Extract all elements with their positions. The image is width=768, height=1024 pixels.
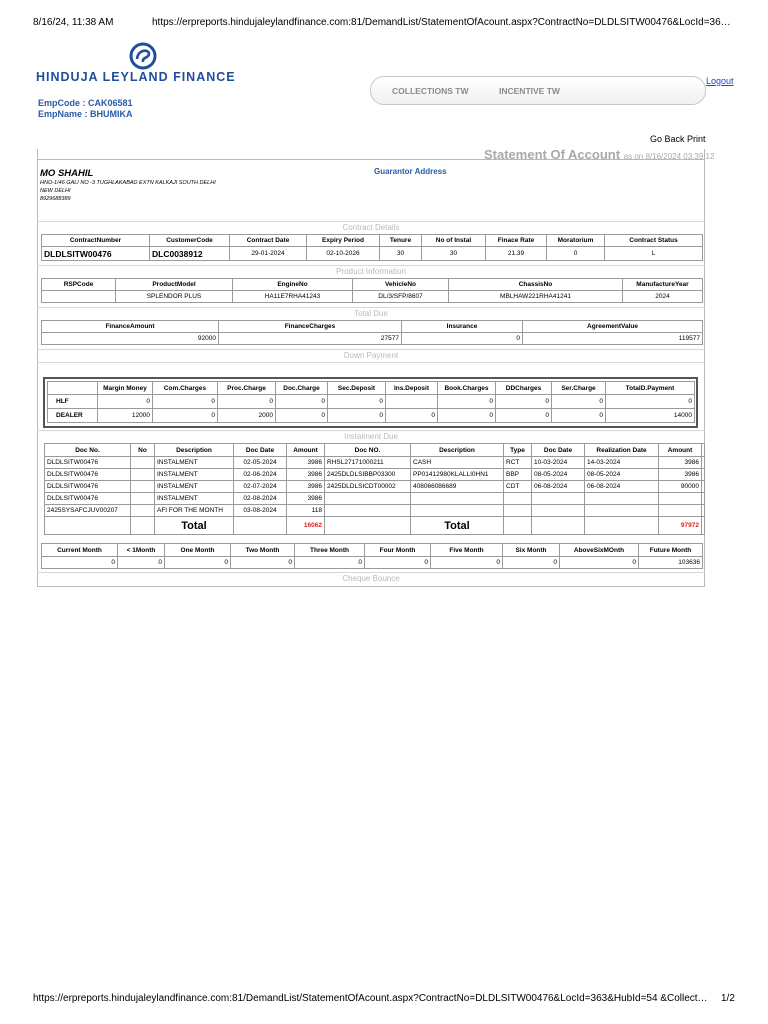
- down-payment-header-row: [48, 382, 695, 395]
- cell: [325, 493, 411, 505]
- col-header: Future Month: [639, 544, 703, 557]
- customer-code: DLC0038912: [150, 247, 230, 261]
- col-header: Moratorium: [547, 235, 605, 247]
- cell: 0: [98, 395, 153, 409]
- instalment-total-row: [45, 517, 705, 535]
- total-due-header-row: [42, 321, 703, 333]
- col-header: DDCharges: [496, 382, 552, 395]
- col-header: ChassisNo: [449, 279, 623, 291]
- col-header: ContractNumber: [42, 235, 150, 247]
- cell: RHSL27171000211: [325, 457, 411, 469]
- cell: INSTALMENT: [155, 493, 234, 505]
- engine-no: HA11E7RHA41243: [233, 291, 353, 303]
- contract-date: 29-01-2024: [230, 247, 307, 261]
- cell: 0: [153, 409, 218, 423]
- cell: [386, 395, 438, 409]
- contract-header-row: [42, 235, 703, 247]
- instalment-header-row: [45, 444, 705, 457]
- col-header: Finace Rate: [486, 235, 547, 247]
- down-payment-row-dealer: [48, 409, 695, 423]
- cell: [504, 517, 532, 535]
- cell: [45, 517, 131, 535]
- col-header: Ins.Deposit: [386, 382, 438, 395]
- print-link[interactable]: Print: [687, 134, 706, 144]
- guarantor-address-label: Guarantor Address: [374, 167, 447, 176]
- chassis-no: MBLHAW221RHA41241: [449, 291, 623, 303]
- cell: CASH: [411, 457, 504, 469]
- cell: 02-06-2024: [234, 469, 287, 481]
- cell: 02-08-2024: [234, 493, 287, 505]
- top-actions: [650, 134, 706, 144]
- cell: 3986: [659, 469, 702, 481]
- cell: [131, 457, 155, 469]
- cell: [659, 505, 702, 517]
- col-header: Book.Charges: [438, 382, 496, 395]
- cell: 0: [231, 557, 295, 569]
- col-header: Six Month: [503, 544, 560, 557]
- cell: 408066086689: [411, 481, 504, 493]
- cell: [131, 493, 155, 505]
- col-header: ProductModel: [116, 279, 233, 291]
- cell: DLDLSITW00476: [45, 457, 131, 469]
- col-header: Proc.Charge: [218, 382, 276, 395]
- cell: 06-08-2024: [532, 481, 585, 493]
- col-header: CustomerCode: [150, 235, 230, 247]
- cell: INSTALMENT: [155, 481, 234, 493]
- col-header: [48, 382, 98, 395]
- cell: [504, 493, 532, 505]
- cell: DLDLSITW00476: [45, 493, 131, 505]
- col-header: AgreementValue: [523, 321, 703, 333]
- col-header: Com.Charges: [153, 382, 218, 395]
- col-header: Sec.Deposit: [328, 382, 386, 395]
- cell: [131, 469, 155, 481]
- statement-title-text: Statement Of Account: [484, 147, 621, 162]
- cell: CDT: [504, 481, 532, 493]
- cell: 14000: [606, 409, 695, 423]
- col-header: FinanceAmount: [42, 321, 219, 333]
- tenure: 30: [380, 247, 422, 261]
- down-payment-divider: [37, 362, 705, 363]
- cell: INSTALMENT: [155, 457, 234, 469]
- cell: [702, 457, 705, 469]
- section-instalment-due: Instalment Due: [37, 430, 705, 441]
- cell: 3986: [287, 457, 325, 469]
- cell: 0: [438, 409, 496, 423]
- cell: PP01412980KLALLI0HN1: [411, 469, 504, 481]
- cell: [234, 517, 287, 535]
- cell: [532, 517, 585, 535]
- cell: 03-08-2024: [234, 505, 287, 517]
- table-row: [45, 457, 705, 469]
- product-table: [41, 278, 703, 303]
- section-product-information: Product Information: [37, 265, 705, 276]
- col-header: Contract Status: [605, 235, 703, 247]
- cell: 0: [118, 557, 165, 569]
- cell: 0: [496, 395, 552, 409]
- down-payment-table: [47, 381, 695, 423]
- total-due-table: [41, 320, 703, 345]
- cell: [532, 505, 585, 517]
- cell: 0: [328, 409, 386, 423]
- col-header: Current Month: [42, 544, 118, 557]
- col-header: Amount: [659, 444, 702, 457]
- cell: 3986: [659, 457, 702, 469]
- table-row: [45, 481, 705, 493]
- cell: 118: [287, 505, 325, 517]
- cell: [659, 493, 702, 505]
- cell: 02-05-2024: [234, 457, 287, 469]
- cell: [504, 505, 532, 517]
- customer-address-line: HNO-1/46 GALI NO -3 TUGHLAKABAD EXTN KALKAJI SOUTH DELHI: [40, 180, 216, 186]
- cell: DLDLSITW00476: [45, 469, 131, 481]
- emp-code: EmpCode : CAK06581: [38, 98, 133, 108]
- aging-header-row: [42, 544, 703, 557]
- cell: [702, 469, 705, 481]
- finance-charges: 27577: [219, 333, 402, 345]
- col-header: ManufactureYear: [623, 279, 703, 291]
- section-down-payment: Down Payment: [37, 349, 705, 360]
- col-header: Description: [155, 444, 234, 457]
- print-datetime: 8/16/24, 11:38 AM: [33, 17, 114, 28]
- col-header: Ser.Charge: [552, 382, 606, 395]
- cell: 0: [218, 395, 276, 409]
- cell: 2000: [218, 409, 276, 423]
- col-header: Two Month: [231, 544, 295, 557]
- col-header: Doc Date: [234, 444, 287, 457]
- emp-name: EmpName : BHUMIKA: [38, 109, 133, 119]
- col-header: VehicleNo: [353, 279, 449, 291]
- cell: [131, 505, 155, 517]
- cell: [702, 505, 705, 517]
- col-header: One Month: [165, 544, 231, 557]
- total-demand-amount: 16062: [287, 517, 325, 535]
- finance-amount: 92000: [42, 333, 219, 345]
- col-header: RSPCode: [42, 279, 116, 291]
- cell: 2425DLDLSIBBP03300: [325, 469, 411, 481]
- statement-as-on: as on 8/16/2024 03:39:12: [623, 152, 715, 161]
- table-row: [45, 505, 705, 517]
- col-header: No of Instal: [422, 235, 486, 247]
- col-header: Doc.Charge: [276, 382, 328, 395]
- cell: [585, 517, 659, 535]
- total-due-row: [42, 333, 703, 345]
- cell: [532, 493, 585, 505]
- cell: 02-07-2024: [234, 481, 287, 493]
- col-header: Type: [504, 444, 532, 457]
- no-of-instal: 30: [422, 247, 486, 261]
- total-received-amount: 97972: [659, 517, 702, 535]
- col-header: Realization Date: [585, 444, 659, 457]
- total-label-received: Total: [411, 517, 504, 535]
- cell: [131, 481, 155, 493]
- col-header: Insurance: [402, 321, 523, 333]
- agreement-value: 119577: [523, 333, 703, 345]
- section-contract-details: Contract Details: [37, 221, 705, 232]
- cell: 0: [606, 395, 695, 409]
- cell: 2425DLDLSICDT00002: [325, 481, 411, 493]
- cell: 3986: [287, 493, 325, 505]
- contract-table: [41, 234, 703, 261]
- cell: 12000: [98, 409, 153, 423]
- cell: 3986: [287, 469, 325, 481]
- cell: 0: [295, 557, 365, 569]
- cell: 103636: [639, 557, 703, 569]
- col-header: Four Month: [365, 544, 431, 557]
- col-header: Amount: [287, 444, 325, 457]
- col-header: FinanceCharges: [219, 321, 402, 333]
- col-header: Margin Money: [98, 382, 153, 395]
- cell: 0: [552, 395, 606, 409]
- col-header: Expiry Period: [307, 235, 380, 247]
- go-back-link[interactable]: Go Back: [650, 134, 685, 144]
- cell: 0: [276, 409, 328, 423]
- col-header: Doc Date: [532, 444, 585, 457]
- col-header: Description: [411, 444, 504, 457]
- product-header-row: [42, 279, 703, 291]
- col-header: Doc NO.: [325, 444, 411, 457]
- cell: BBP: [504, 469, 532, 481]
- cell: 0: [431, 557, 503, 569]
- cell: 0: [328, 395, 386, 409]
- product-model: SPLENDOR PLUS: [116, 291, 233, 303]
- instalment-table: [44, 443, 705, 535]
- cell: [702, 481, 705, 493]
- cell: 0: [276, 395, 328, 409]
- cell: 0: [42, 557, 118, 569]
- finance-rate: 21.39: [486, 247, 547, 261]
- vehicle-no: DL/3/SFP/8607: [353, 291, 449, 303]
- cell: [702, 493, 705, 505]
- print-page-count: 1/2: [721, 993, 735, 1004]
- insurance: 0: [402, 333, 523, 345]
- print-url: https://erpreports.hindujaleylandfinance.com:81/DemandList/StatementOfAcount.aspx?ContractNo=DLDLSITW00476&LocId=36…: [152, 17, 731, 28]
- cell: 0: [496, 409, 552, 423]
- cell: [585, 505, 659, 517]
- cell: 0: [365, 557, 431, 569]
- cell: 0: [165, 557, 231, 569]
- cell: [411, 493, 504, 505]
- print-footer-url: https://erpreports.hindujaleylandfinance.com:81/DemandList/StatementOfAcount.aspx?ContractNo=DLDLSITW00476&LocId=363&HubId=54 &Collect…: [33, 993, 708, 1004]
- customer-name: MO SHAHIL: [40, 168, 94, 179]
- table-row: [45, 493, 705, 505]
- cell: [325, 517, 411, 535]
- down-payment-row-hlf: [48, 395, 695, 409]
- cell: INSTALMENT: [155, 469, 234, 481]
- hinduja-logo-icon: [128, 41, 158, 71]
- col-header: Tenure: [380, 235, 422, 247]
- cell: [585, 493, 659, 505]
- cell: 0: [386, 409, 438, 423]
- col-header: Three Month: [295, 544, 365, 557]
- cell: [702, 517, 705, 535]
- cell: 90000: [659, 481, 702, 493]
- col-header: [702, 444, 705, 457]
- cell: [325, 505, 411, 517]
- cell: RCT: [504, 457, 532, 469]
- col-header: Contract Date: [230, 235, 307, 247]
- col-header: TotalD.Payment: [606, 382, 695, 395]
- col-header: EngineNo: [233, 279, 353, 291]
- cell: 0: [560, 557, 639, 569]
- nav-incentive-tw[interactable]: INCENTIVE TW: [499, 86, 560, 96]
- logout-link[interactable]: Logout: [706, 76, 734, 86]
- customer-address-line: NEW DELHI: [40, 188, 71, 194]
- total-label-demand: Total: [155, 517, 234, 535]
- col-header: No: [131, 444, 155, 457]
- col-header: AboveSixMOnth: [560, 544, 639, 557]
- cell: DLDLSITW00476: [45, 481, 131, 493]
- cell: 3986: [287, 481, 325, 493]
- col-header: Five Month: [431, 544, 503, 557]
- contract-row: [42, 247, 703, 261]
- brand-name: HINDUJA LEYLAND FINANCE: [36, 70, 236, 84]
- rsp-code: [42, 291, 116, 303]
- row-label: HLF: [48, 395, 98, 409]
- customer-phone: 8929688389: [40, 196, 71, 202]
- col-header: Doc No.: [45, 444, 131, 457]
- cell: [131, 517, 155, 535]
- section-cheque-bounce: Cheque Bounce: [37, 572, 705, 583]
- nav-collections-tw[interactable]: COLLECTIONS TW: [392, 86, 469, 96]
- statement-title: [484, 147, 714, 162]
- cell: 0: [153, 395, 218, 409]
- cell: 06-08-2024: [585, 481, 659, 493]
- cell: 14-03-2024: [585, 457, 659, 469]
- cell: [411, 505, 504, 517]
- statement-bottom-divider: [37, 586, 705, 587]
- cell: 08-05-2024: [532, 469, 585, 481]
- expiry-period: 02-10-2026: [307, 247, 380, 261]
- table-row: [45, 469, 705, 481]
- col-header: < 1Month: [118, 544, 165, 557]
- cell: 0: [552, 409, 606, 423]
- cell: 2425SYSAFCJUV00207: [45, 505, 131, 517]
- cell: 0: [438, 395, 496, 409]
- contract-status: L: [605, 247, 703, 261]
- cell: 0: [503, 557, 560, 569]
- moratorium: 0: [547, 247, 605, 261]
- aging-row: [42, 557, 703, 569]
- cell: 10-03-2024: [532, 457, 585, 469]
- aging-table: [41, 543, 703, 569]
- cell: AFI FOR THE MONTH: [155, 505, 234, 517]
- contract-number: DLDLSITW00476: [42, 247, 150, 261]
- section-total-due: Total Due: [37, 307, 705, 318]
- product-row: [42, 291, 703, 303]
- cell: 08-05-2024: [585, 469, 659, 481]
- row-label: DEALER: [48, 409, 98, 423]
- manufacture-year: 2024: [623, 291, 703, 303]
